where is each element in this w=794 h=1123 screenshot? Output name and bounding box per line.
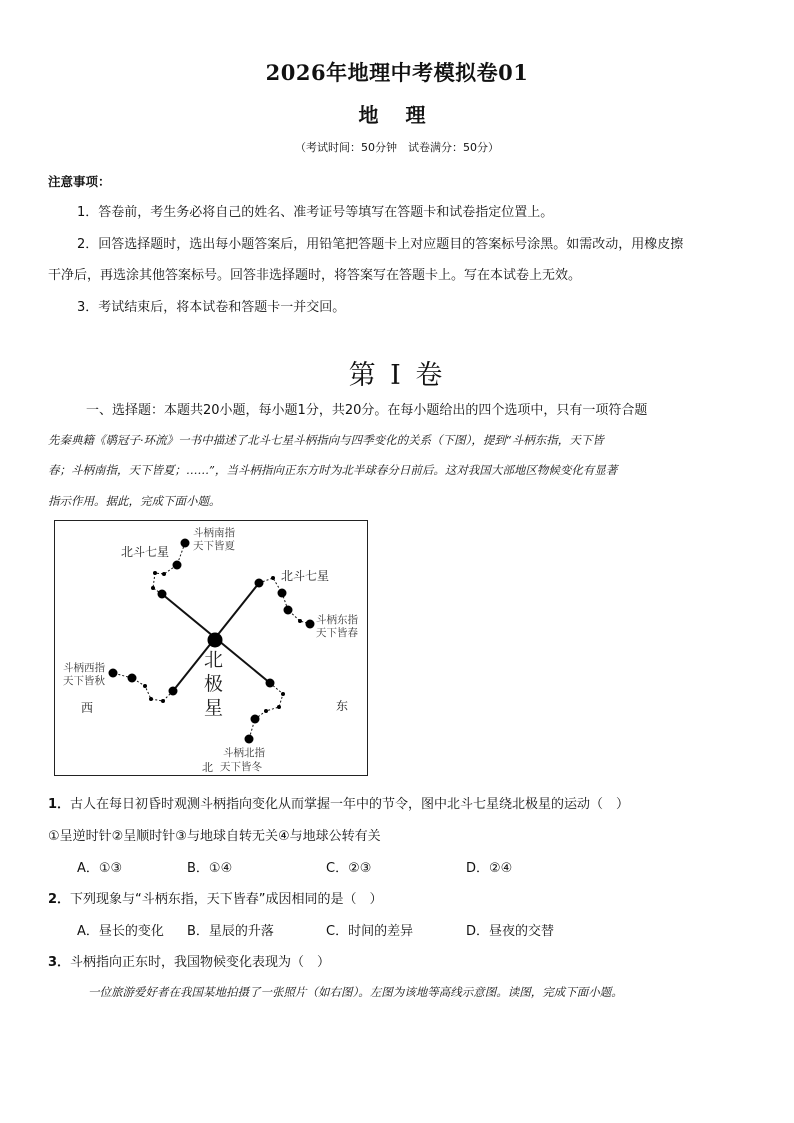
section-title: 第 I 卷 [348,360,446,391]
question-3: 3．斗柄指向正东时，我国物候变化表现为（ ） [48,955,331,970]
paper-title: 2026年地理中考模拟卷01 [265,60,529,85]
passage-line: 先秦典籍《鹖冠子·环流》一书中描述了北斗七星斗柄指向与四季变化的关系（下图），提到“斗柄东指，天下皆 [48,433,604,447]
label-north-1: 斗柄北指 [223,747,265,759]
label-south: 斗柄南指 天下皆夏 [193,527,235,552]
notice-item: 2．回答选择题时，选出每小题答案后，用铅笔把答题卡上对应题目的答案标号涂黑。如需改动，用橡皮擦 [77,237,684,252]
star [173,561,182,570]
notice-item: 3．考试结束后，将本试卷和答题卡一并交回。 [77,300,346,315]
star [143,684,147,688]
star [151,586,155,590]
next-passage: 一位旅游爱好者在我国某地拍摄了一张照片（如右图）。左图为该地等高线示意图。读图，完成下面小题。 [88,985,623,999]
direction-north: 北 [202,761,213,774]
section-intro: 一、选择题：本题共20小题，每小题1分，共20分。在每小题给出的四个选项中，只有一项符合题 [86,403,648,418]
star [169,687,178,696]
star [277,705,281,709]
label-east: 斗柄东指 天下皆春 [316,614,358,639]
star [162,572,166,576]
star [264,709,268,713]
passage-line: 指示作用。据此，完成下面小题。 [48,494,221,508]
polaris-star [208,633,223,648]
star [161,699,165,703]
star [284,606,293,615]
star [149,697,153,701]
question-2: 2．下列现象与“斗柄东指，天下皆春”成因相同的是（ ） [48,892,383,907]
question-1: 1．古人在每日初昏时观测斗柄指向变化从而掌握一年中的节令，图中北斗七星绕北极星的运动（ ） [48,797,630,812]
label-polaris: 北 极 星 [204,649,224,719]
star [306,620,315,629]
label-north-2: 天下皆冬 [220,761,262,773]
star [153,571,157,575]
option-b: B．星辰的升落 [187,924,274,939]
star [245,735,254,744]
dipper-east-line [259,578,310,624]
star [255,579,264,588]
notice-heading: 注意事项： [48,174,111,189]
label-bigdipper-right: 北斗七星 [281,569,330,583]
star [278,589,287,598]
star [109,669,118,678]
big-dipper-figure [54,520,368,776]
option-c: C．时间的差异 [326,924,414,939]
star [298,619,302,623]
option-a: A．昼长的变化 [77,924,164,939]
star [251,715,260,724]
dipper-west-line [113,673,173,701]
star [181,539,190,548]
star [271,576,275,580]
option-b: B．①④ [187,861,233,876]
star [158,590,167,599]
star [281,692,285,696]
direction-east: 东 [336,699,349,713]
question-1-statements: ①呈逆时针②呈顺时针③与地球自转无关④与地球公转有关 [48,829,381,844]
option-a: A．①③ [77,861,123,876]
star [128,674,137,683]
notice-item-continued: 干净后，再选涂其他答案标号。回答非选择题时，将答案写在答题卡上。写在本试卷上无效。 [48,268,582,283]
passage-line: 春；斗柄南指，天下皆夏；……”，当斗柄指向正东方时为北半球春分日前后。这对我国大部地区物候变化有显著 [48,463,618,477]
notice-item: 1．答卷前，考生务必将自己的姓名、准考证号等填写在答题卡和试卷指定位置上。 [77,205,554,220]
option-d: D．②④ [466,861,513,876]
subject-title: 地 理 [358,103,436,127]
exam-info: （考试时间：50分钟 试卷满分：50分） [295,141,499,154]
option-d: D．昼夜的交替 [466,924,555,939]
star [266,679,275,688]
direction-west: 西 [81,701,94,715]
option-c: C．②③ [326,861,372,876]
label-west: 斗柄西指 天下皆秋 [63,662,105,687]
label-bigdipper-left: 北斗七星 [121,545,170,559]
